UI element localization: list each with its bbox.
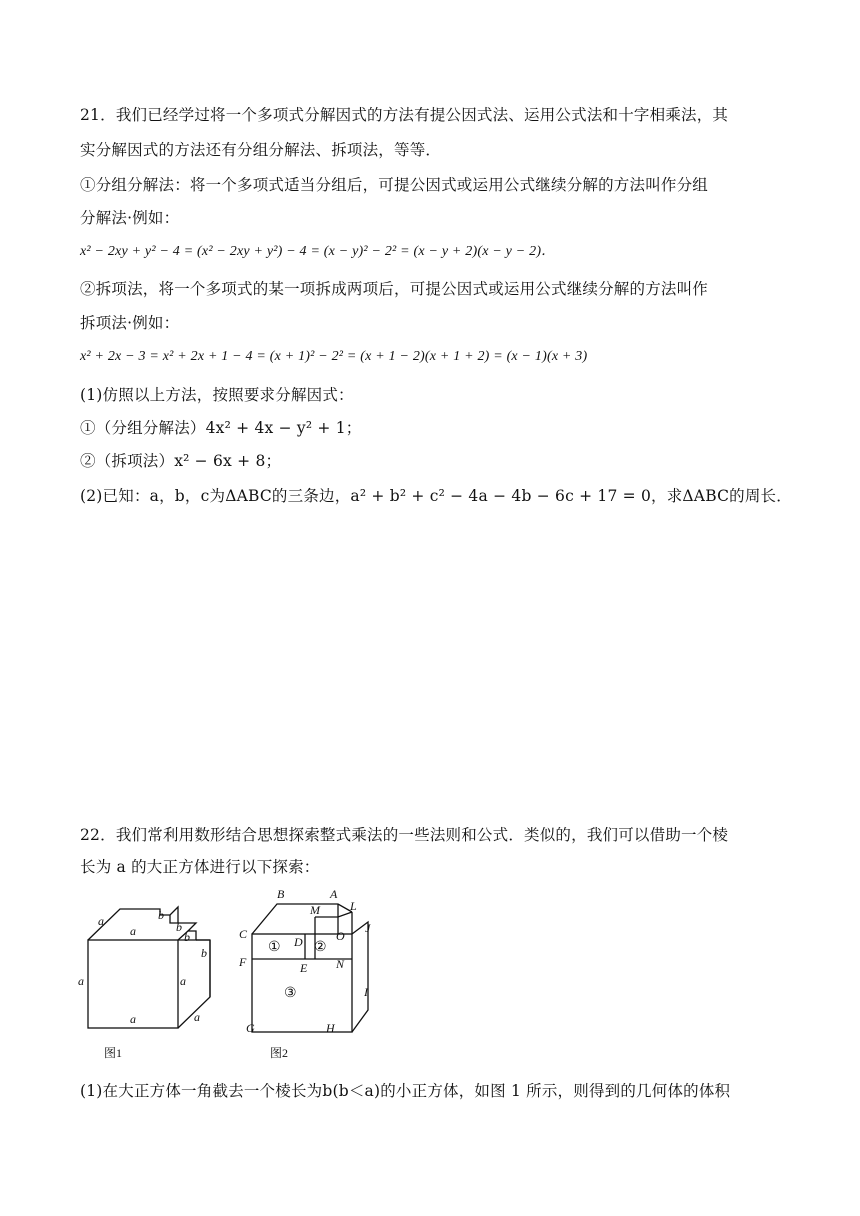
q21-line3: ①分组分解法：将一个多项式适当分组后，可提公因式或运用公式继续分解的方法叫作分组 — [80, 176, 709, 194]
q21-part1: (1)仿照以上方法，按照要求分解因式： — [80, 386, 354, 404]
fig2-label-A: A — [330, 887, 338, 901]
fig2-label-F: F — [239, 955, 247, 969]
fig1-caption: 图1 — [104, 1046, 123, 1060]
q21-line6: 拆项法·例如： — [80, 314, 180, 332]
q22-line2: 长为 a 的大正方体进行以下探索： — [80, 858, 320, 876]
q21-eq2: x² + 2x − 3 = x² + 2x + 1 − 4 = (x + 1)² − 2² = (x + 1 − 2)(x + 1 + 2) = (x − 1)(x + 3) — [80, 349, 588, 364]
figure-1-cube — [70, 895, 220, 1065]
fig1-label-a-top: a — [130, 924, 136, 938]
fig1-label-b1: b — [158, 908, 164, 922]
fig1-label-a-bottom: a — [130, 1012, 136, 1026]
fig2-label-M: M — [310, 903, 320, 917]
fig1-label-a-right: a — [180, 974, 186, 988]
q21-line2: 实分解因式的方法还有分组分解法、拆项法，等等． — [80, 141, 442, 159]
fig1-label-b3: b — [184, 930, 190, 944]
fig2-label-N: N — [336, 957, 345, 971]
fig1-label-a-side: a — [194, 1010, 200, 1024]
fig2-label-D: D — [294, 935, 303, 949]
fig2-label-O: O — [336, 929, 345, 943]
q22-part1: (1)在大正方体一角截去一个棱长为b(b＜a)的小正方体，如图 1 所示，则得到的几何体的体积 — [80, 1082, 731, 1100]
fig2-label-H: H — [326, 1021, 335, 1035]
fig2-label-B: B — [277, 887, 285, 901]
q22-line1: 22．我们常利用数形结合思想探索整式乘法的一些法则和公式．类似的，我们可以借助一个棱 — [80, 826, 729, 844]
q21-line1: 21．我们已经学过将一个多项式分解因式的方法有提公因式法、运用公式法和十字相乘法，其 — [80, 106, 729, 124]
fig2-label-J: J — [365, 921, 371, 935]
fig1-label-b4: b — [201, 946, 207, 960]
fig2-region-3: ③ — [284, 986, 297, 1001]
fig1-label-b2: b — [176, 920, 182, 934]
q21-part1a: ①（分组分解法）4x² + 4x − y² + 1； — [80, 419, 362, 437]
q21-eq1: x² − 2xy + y² − 4 = (x² − 2xy + y²) − 4 = (x − y)² − 2² = (x − y + 2)(x − y − 2)． — [80, 244, 556, 259]
q21-part1b: ②（拆项法）x² − 6x + 8； — [80, 452, 282, 470]
fig2-label-L: L — [350, 899, 357, 913]
fig2-label-G: G — [246, 1021, 255, 1035]
q21-line4: 分解法·例如： — [80, 209, 180, 227]
fig1-label-a-top-left: a — [98, 914, 104, 928]
fig2-label-C: C — [239, 927, 248, 941]
fig1-label-a-left: a — [78, 974, 84, 988]
fig2-caption: 图2 — [270, 1046, 289, 1060]
figure-2-cube — [232, 882, 382, 1067]
fig2-label-E: E — [300, 961, 308, 975]
fig2-region-1: ① — [268, 940, 281, 955]
fig2-region-2: ② — [314, 940, 327, 955]
q21-part2: (2)已知：a，b，c为ΔABC的三条边，a² + b² + c² − 4a − 4b − 6c + 17 = 0，求ΔABC的周长． — [80, 487, 792, 505]
fig2-label-I: I — [364, 985, 368, 999]
q21-line5: ②拆项法，将一个多项式的某一项拆成两项后，可提公因式或运用公式继续分解的方法叫作 — [80, 280, 709, 298]
